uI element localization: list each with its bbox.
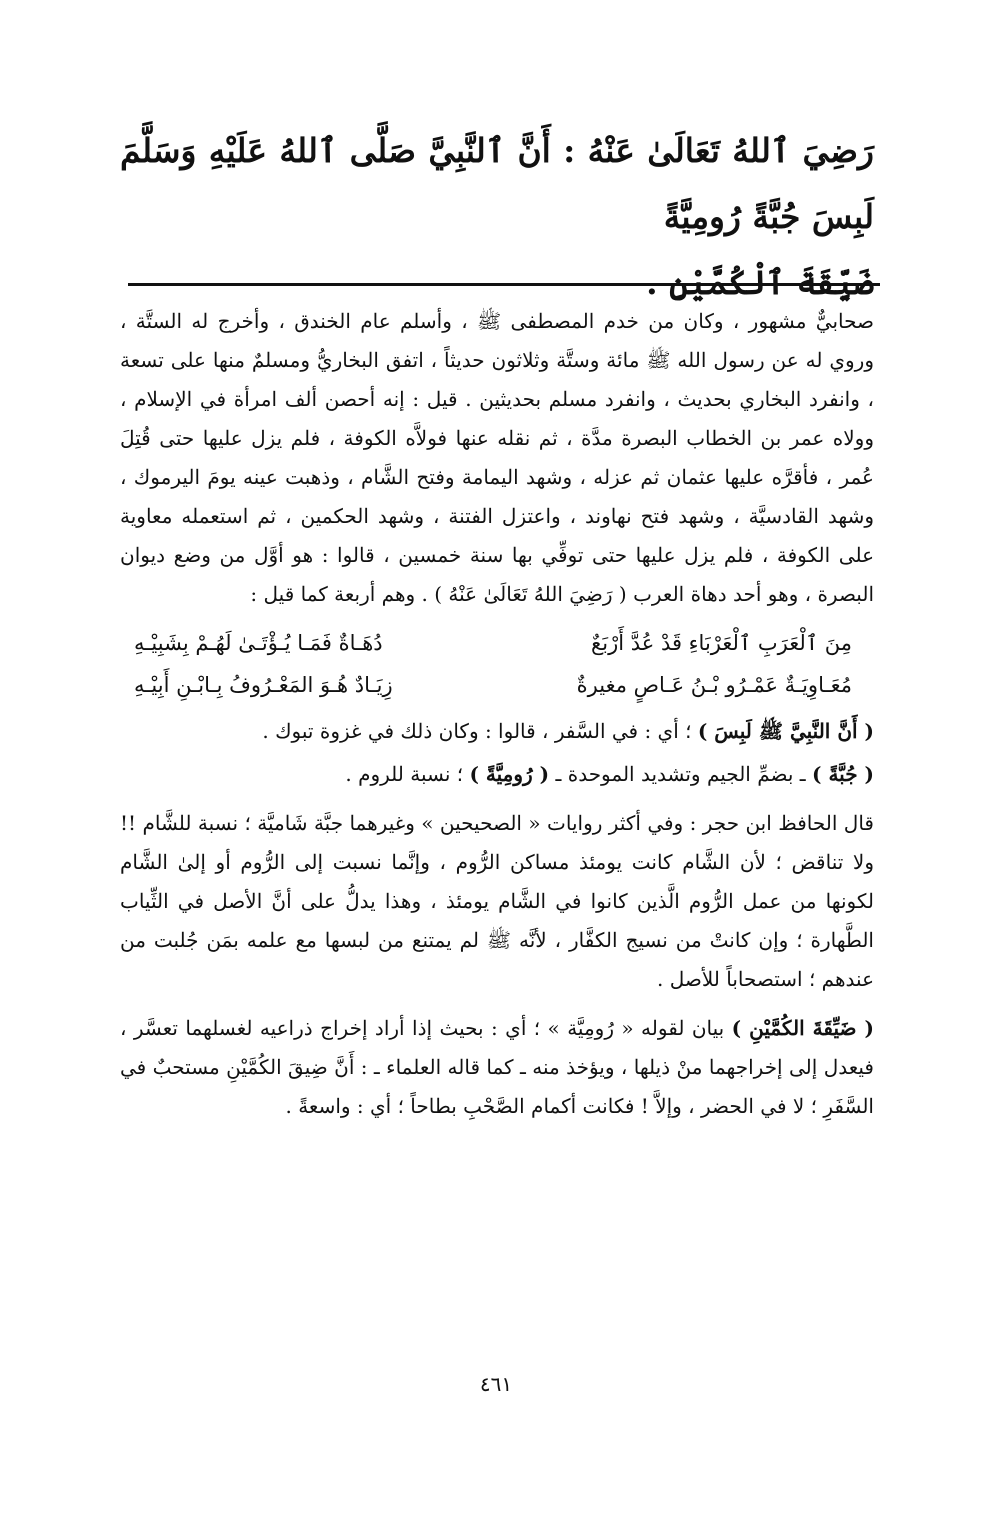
poem (120, 622, 874, 706)
quoted-phrase: ( أَنَّ النَّبِيَّ ﷺ لَبِسَ ) (697, 719, 874, 743)
biography-paragraph: صحابيٌّ مشهور ، وكان من خدم المصطفى ﷺ ، وأسلم عام الخندق ، وأخرج له الستَّة ، وروي له عن رسول الله ﷺ مائة وستَّة وثلاثون حديثاً ، اتفق البخاريُّ ومسلمٌ منها على تسعة ، وانفرد البخاري بحديث ، وانفرد مسلم بحديثين . قيل : إنه أحصن ألف امرأة في الإسلام ، وولاه عمر بن الخطاب البصرة مدَّة ، ثم نقله عنها فولاَّه الكوفة ، فلم يزل عليها حتى قُتِلَ عُمر ، فأقرَّه عليها عثمان ثم عزله ، وشهد اليمامة وفتح الشَّام ، وذهبت عينه يومَ اليرموك ، وشهد القادسيَّة ، وشهد فتح نهاوند ، واعتزل الفتنة ، وشهد الحكمين ، ثم استعمله معاوية على الكوفة ، فلم يزل عليها حتى توفِّي بها سنة خمسين ، قالوا : هو أوَّل من وضع ديوان البصرة ، وهو أحد دهاة العرب ( رَضِيَ اللهُ تَعَالَىٰ عَنْهُ ) . وهم أربعة كما قيل : (120, 309, 874, 606)
verse-second-hemistich: دُهَـاةٌ فَمَـا يُـؤْتَـىٰ لَهُـمْ بِشَبِيْـهِ (134, 631, 383, 655)
explanation-sleeves (120, 1009, 874, 1126)
explanation-text: بيان لقوله « رُومِيَّة » ؛ أي : بحيث إذا أراد إخراج ذراعيه لغسلهما تعسَّر ، فيعدل إلى إخراجهما منْ ذيلها ، ويؤخذ منه ـ كما قاله العلماء ـ : أَنَّ ضِيقَ الكُمَّيْنِ مستحبٌ في السَّفَرِ ؛ لا في الحضر ، وإلاَّ ! فكانت أكمام الصَّحْبِ بطاحاً ؛ أي : واسعةً . (120, 1016, 874, 1118)
verse-first-hemistich: مِنَ ٱلْعَرَبِ ٱلْعَرْبَاءِ قَدْ عُدَّ أَرْبَعٌ (591, 631, 852, 655)
hadith-line-1: رَضِيَ ٱللهُ تَعَالَىٰ عَنْهُ : أَنَّ ٱلنَّبِيَّ صَلَّى ٱللهُ عَلَيْهِ وَسَلَّمَ لَبِسَ جُبَّةً رُومِيَّةً (120, 131, 874, 236)
explanation-text: ـ بضمِّ الجيم وتشديد الموحدة ـ (549, 762, 813, 786)
hadith-text (120, 118, 874, 316)
poem-verse (134, 664, 852, 706)
verse-second-hemistich: زِيَـادٌ هُـوَ المَعْـرُوفُ بِـابْـنِ أَبِيْـهِ (134, 673, 393, 697)
explanation-text: ؛ أي : في السَّفر ، قالوا : وكان ذلك في غزوة تبوك . (262, 719, 698, 743)
commentary (120, 302, 874, 1126)
quoted-phrase: ( جُبَّةً ) (812, 762, 874, 786)
poem-verse (134, 622, 852, 664)
footnote-divider (128, 283, 880, 286)
quoted-phrase: ( رُومِيَّةً ) (469, 762, 550, 786)
explanation-text: ؛ نسبة للروم . (345, 762, 470, 786)
verse-first-hemistich: مُعَـاوِيَـةٌ عَمْـرُو بْـنُ عَـاصٍ مغيرةٌ (576, 673, 852, 697)
hadith-line-2: ضَيِّقَةَ ٱلْكُمَّيْنِ . (646, 263, 874, 302)
page-number: ٤٦١ (479, 1372, 513, 1396)
quoted-phrase: ( ضَيِّقَةَ الكُمَّيْنِ ) (731, 1016, 874, 1040)
explanation-wore (120, 712, 874, 751)
ibn-hajar-paragraph: قال الحافظ ابن حجر : وفي أكثر روايات « الصحيحين » وغيرهما جبَّة شَاميَّة ؛ نسبة للشَّام !! ولا تناقض ؛ لأن الشَّام كانت يومئذ مساكن الرُّوم ، وإنَّما نسبت إلى الرُّوم أو إلىٰ الشَّام لكونها من عمل الرُّوم الَّذين كانوا في الشَّام يومئذ ، وهذا يدلُّ على أنَّ الأصل في الثِّياب الطَّهارة ؛ وإن كانتْ من نسيج الكفَّار ، لأنَّه ﷺ لم يمتنع من لبسها مع علمه بمَن جُلبت من عندهم ؛ استصحاباً للأصل . (120, 811, 874, 991)
explanation-jubba (120, 755, 874, 794)
